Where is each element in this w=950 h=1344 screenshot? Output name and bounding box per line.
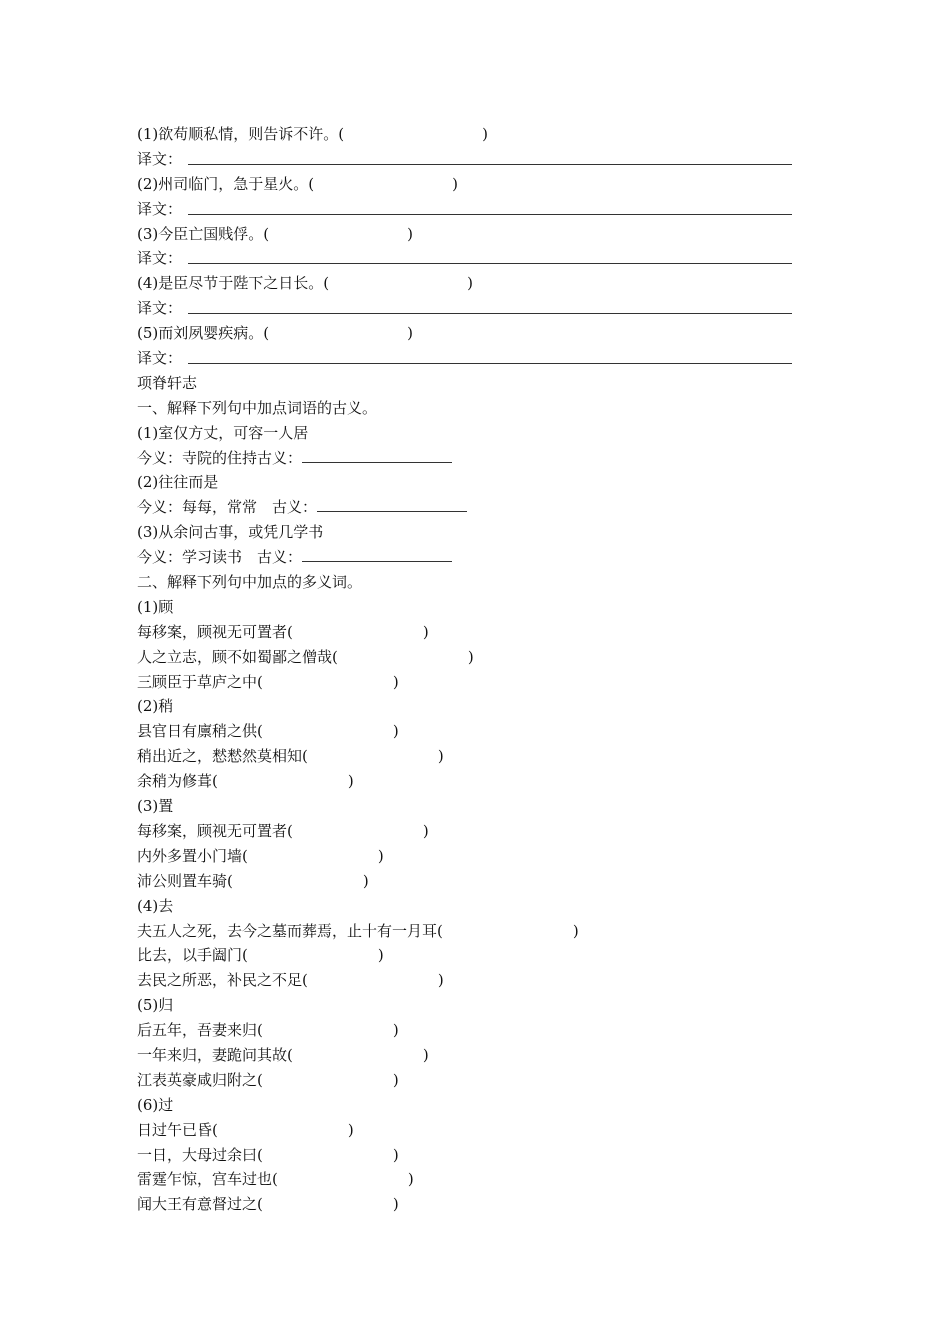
example-line: 三顾臣于草庐之中( )	[137, 672, 399, 691]
q1-sentence: (3)从余问古事，或凭几学书	[137, 523, 324, 542]
example-line: 县官日有廪稍之供( )	[137, 722, 399, 741]
example-line: 余稍为修葺( )	[137, 772, 354, 791]
example-line: 稍出近之，慭慭然莫相知( )	[137, 747, 444, 766]
q2-heading: 二、解释下列句中加点的多义词。	[137, 573, 363, 592]
section-title: 项脊轩志	[137, 373, 198, 392]
answer-blank[interactable]	[302, 447, 452, 463]
word-group-title: (4)去	[137, 896, 174, 915]
example-line: 闻大王有意督过之( )	[137, 1195, 399, 1214]
sentence-line: (5)而刘夙婴疾病。( )	[137, 324, 413, 343]
q1-meaning-line: 今义：寺院的住持古义：	[137, 446, 792, 471]
q1-sentence: (1)室仅方丈，可容一人居	[137, 423, 309, 442]
translation-line[interactable]: 译文：	[137, 197, 792, 222]
worksheet-page	[137, 122, 792, 1217]
sentence-line: (3)今臣亡国贱俘。( )	[137, 224, 413, 243]
q1-heading: 一、解释下列句中加点词语的古义。	[137, 398, 378, 417]
sentence-text: (1)欲苟顺私情，则告诉不许。(	[137, 125, 345, 143]
word-group-title: (3)置	[137, 797, 174, 816]
sentence-line: (2)州司临门，急于星火。( )	[137, 174, 458, 193]
example-line: 日过午已昏( )	[137, 1120, 354, 1139]
example-line: 每移案，顾视无可置者( )	[137, 622, 429, 641]
word-group-title: (5)归	[137, 996, 174, 1015]
q1-sentence: (2)往往而是	[137, 473, 219, 492]
example-line: 去民之所恶，补民之不足( )	[137, 971, 444, 990]
example-line: 沛公则置车骑( )	[137, 871, 369, 890]
answer-blank[interactable]	[302, 546, 452, 562]
example-line: 人之立志，顾不如蜀鄙之僧哉( )	[137, 647, 474, 666]
translation-line[interactable]: 译文：	[137, 346, 792, 371]
example-line: 每移案，顾视无可置者( )	[137, 821, 429, 840]
example-line: 后五年，吾妻来归( )	[137, 1021, 399, 1040]
word-group-title: (2)稍	[137, 697, 174, 716]
sentence-line: (4)是臣尽节于陛下之日长。( )	[137, 274, 473, 293]
translation-line[interactable]: 译文：	[137, 147, 792, 172]
word-group-title: (6)过	[137, 1095, 174, 1114]
example-line: 比去，以手阖门( )	[137, 946, 384, 965]
q1-meaning-line: 今义：学习读书 古义：	[137, 545, 792, 570]
example-line: 雷霆乍惊，宫车过也( )	[137, 1170, 414, 1189]
example-line: 一年来归，妻跪问其故( )	[137, 1045, 429, 1064]
q1-meaning-line: 今义：每每，常常 古义：	[137, 495, 792, 520]
example-line: 一日，大母过余曰( )	[137, 1145, 399, 1164]
translation-line[interactable]: 译文：	[137, 246, 792, 271]
word-group-title: (1)顾	[137, 597, 174, 616]
answer-blank[interactable]	[317, 496, 467, 512]
sentence-line: (1)欲苟顺私情，则告诉不许。( )	[137, 125, 488, 143]
example-line: 夫五人之死，去今之墓而葬焉，止十有一月耳( )	[137, 921, 579, 940]
example-line: 内外多置小门墙( )	[137, 846, 384, 865]
translation-line[interactable]: 译文：	[137, 296, 792, 321]
example-line: 江表英豪咸归附之( )	[137, 1070, 399, 1089]
